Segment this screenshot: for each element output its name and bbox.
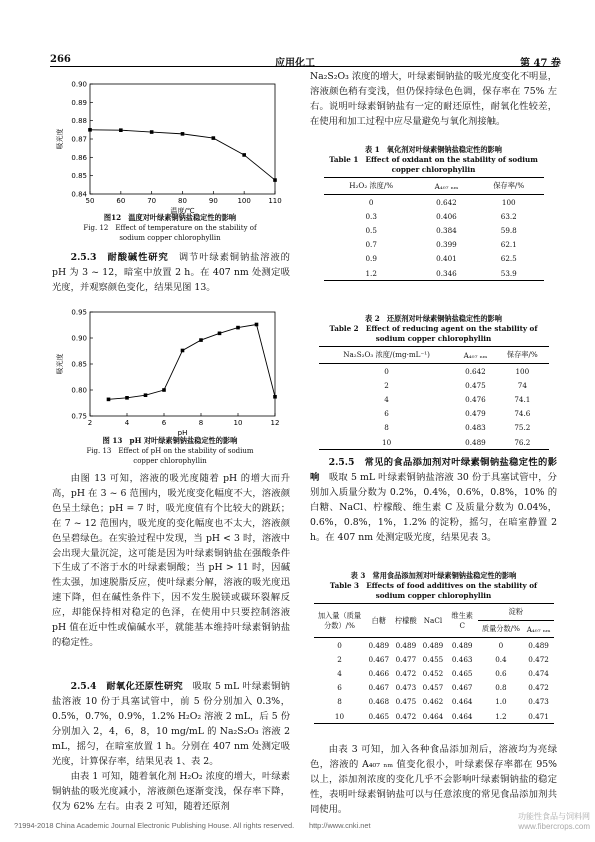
- table1-row: [324, 266, 544, 281]
- table2-cell: 10: [319, 435, 455, 450]
- table2-cell: 74.1: [514, 394, 531, 404]
- fig13-xtick-label: 4: [124, 419, 130, 427]
- table3-header-starch: 淀粉: [478, 604, 553, 621]
- table3-grid: [314, 603, 554, 724]
- table2-cell: 0.476: [465, 394, 486, 404]
- header-rule: [50, 66, 557, 67]
- fig12-xtick-label: 90: [208, 197, 218, 205]
- table3-analysis: 由表 3 可知，加入各种食品添加剂后，溶液均为亮绿色，溶液的 A₄₀₇ ₙₘ 值变化很小，叶绿素保存率都在 95% 以上，添加剂浓度的变化几乎不会影响叶绿素铜钠盐的稳定性，表明叶绿素铜钠盐可以与任意浓度的常见食品添加剂共同使用。: [310, 744, 557, 815]
- table3-row: [314, 652, 554, 666]
- table3-cell: 0.6: [495, 668, 507, 678]
- fig12-caption-en2: sodium copper chlorophyllin: [119, 234, 221, 242]
- table3-cell: 0.489: [395, 640, 417, 650]
- table1-cell: 0.7: [365, 240, 377, 250]
- table3-cell: 0.467: [368, 683, 390, 693]
- fig13-caption: [52, 436, 288, 466]
- table3-header-add: 加入量（质量分数）/%: [314, 604, 366, 638]
- fig12-xtick-label: 70: [147, 197, 157, 205]
- table3-title-en2: sodium copper chlorophyllin: [375, 591, 492, 600]
- table3-header-starch-a: A₄₀₇ ₙₘ: [524, 621, 554, 638]
- table1-header: H₂O₂ 浓度/%: [324, 178, 419, 195]
- table2-cell: 4: [384, 394, 389, 404]
- fig13-ytick-label: 0.80: [71, 386, 87, 395]
- fig12-ytick-label: 0.85: [71, 172, 87, 181]
- table3-row: [314, 681, 554, 695]
- table1: [310, 145, 557, 281]
- table1-cell: 63.2: [500, 211, 517, 221]
- section-255-body: 吸取 5 mL 叶绿素铜钠盐溶液 30 份于具塞试管中，分别加入质量分数为 0.2%，0.4%，0.6%，0.8%，10% 的白糖、NaCl、柠檬酸、维生素 C 及质量分数为 0.04%，0.6%，0.8%，1%，1.2% 的淀粉，摇匀，在暗室静置 2 h。在 407 nm 处测定吸光度，结果见表 3。: [310, 471, 557, 543]
- page-number: 266: [50, 54, 71, 65]
- fig13-xtick-label: 2: [87, 419, 93, 427]
- table3-cell: 0.471: [524, 709, 554, 724]
- fig12-data-point: [242, 153, 246, 157]
- fig13-series-line: [109, 324, 276, 399]
- fig12-caption-en1: Fig. 12 Effect of temperature on the stability of: [83, 224, 257, 232]
- table3-cell: 0: [337, 640, 342, 650]
- fig12-xtick-label: 50: [85, 197, 95, 205]
- fig13-ylabel: 吸光度: [56, 353, 64, 375]
- table1-cell: 0.406: [436, 211, 457, 221]
- table3-cell: 0.468: [368, 697, 390, 707]
- table1-title-en2: copper chlorophyllin: [391, 165, 476, 174]
- right-continuation: Na₂S₂O₃ 浓度的增大，叶绿素铜钠盐的吸光度变化不明显，溶液颜色稍有变浅，但仍保持绿色色调，保存率在 75% 左右。说明叶绿素铜钠盐有一定的耐还原性，耐氧化性较差，在使用和加工过程中应尽量避免与氧化剂接触。: [310, 71, 557, 127]
- table3-cell: 0.472: [392, 709, 420, 724]
- table2-cell: 8: [384, 423, 389, 433]
- table2-cell: 75.2: [514, 423, 531, 433]
- table1-cell: 0.5: [365, 225, 377, 235]
- journal-title: 应用化工: [275, 58, 315, 69]
- table3-cell: 0.467: [368, 654, 390, 664]
- fig12-xtick-label: 60: [116, 197, 126, 205]
- table3-row: [314, 709, 554, 724]
- table1-header: 保存率/%: [474, 178, 543, 195]
- table3-cell: 0.489: [451, 640, 473, 650]
- fig12-xtick-label: 100: [237, 197, 251, 205]
- fig12-ytick-label: 0.87: [71, 135, 87, 144]
- table1-cell: 62.5: [500, 254, 517, 264]
- fig13-data-point: [144, 393, 148, 397]
- table1-grid: [324, 177, 544, 281]
- table3-cell: 0.452: [422, 668, 444, 678]
- fig12-data-point: [88, 128, 92, 132]
- table3-title-cn: 表 3 常用食品添加剂对叶绿素铜钠盐稳定性的影响: [350, 571, 517, 580]
- fig13-data-point: [199, 338, 203, 342]
- table3-cell: 0.8: [495, 683, 507, 693]
- fig12-data-point: [181, 132, 185, 136]
- table3: [310, 571, 557, 724]
- fig13-ytick-label: 0.90: [71, 334, 87, 343]
- table1-row: [324, 209, 544, 223]
- fig12-data-point: [150, 130, 154, 134]
- copyright-footer: ?1994-2018 China Academic Journal Electronic Publishing House. All rights reserved. http://www.cnki.net: [14, 821, 371, 830]
- table3-cell: 0.472: [528, 654, 549, 664]
- table2-header: A₄₀₇ ₙₘ: [455, 347, 497, 364]
- table3-cell: 6: [337, 683, 342, 693]
- section-253-heading: 2.5.3 耐酸碱性研究: [70, 252, 169, 263]
- table2-title-en1: Table 2 Effect of reducing agent on the stability of: [329, 324, 538, 333]
- fig12-data-point: [119, 128, 123, 132]
- table3-cell: 0.474: [528, 668, 549, 678]
- fig12-ytick-label: 0.90: [71, 80, 87, 89]
- fig12-xtick-label: 80: [178, 197, 187, 205]
- fig12-chart: [50, 78, 290, 218]
- fig13-xtick-label: 8: [198, 419, 204, 427]
- table3-cell: 4: [337, 668, 342, 678]
- table1-row: [324, 223, 544, 237]
- table3-cell: 0.464: [451, 697, 473, 707]
- table2-cell: 0.642: [465, 366, 486, 376]
- table2-cell: 0.479: [465, 409, 486, 419]
- table3-cell: 0.472: [528, 683, 549, 693]
- table3-cell: 0.457: [422, 683, 444, 693]
- fig13-xtick-label: 12: [270, 419, 280, 427]
- table2-cell: 0.489: [455, 435, 497, 450]
- table1-cell: 59.8: [500, 225, 517, 235]
- table1-cell: 0.9: [365, 254, 377, 264]
- table2-row: [319, 364, 549, 379]
- table2-cell: 76.2: [496, 435, 548, 450]
- table3-cell: 0.463: [451, 654, 473, 664]
- table3-cell: 10: [314, 709, 366, 724]
- fig12-ylabel: 吸光度: [56, 128, 64, 150]
- table2-cell: 100: [515, 366, 530, 376]
- table1-header: A₄₀₇ ₙₘ: [419, 178, 474, 195]
- table3-cell: 0.466: [368, 668, 390, 678]
- volume: 第 47 卷: [520, 58, 561, 69]
- fig13-ytick-label: 0.95: [71, 308, 87, 317]
- table3-cell: 0.464: [446, 709, 478, 724]
- fig13-caption-en2: copper chlorophyllin: [133, 457, 207, 465]
- fig13-data-point: [218, 332, 222, 336]
- table1-cell: 1.2: [324, 266, 419, 281]
- table1-cell: 0.642: [436, 197, 457, 207]
- table3-cell: 0.472: [395, 668, 417, 678]
- section-253: [52, 251, 290, 296]
- fig13-data-point: [181, 349, 185, 353]
- table1-cell: 0.399: [436, 240, 457, 250]
- table1-title-en1: Table 1 Effect of oxidant on the stability of sodium: [329, 155, 538, 164]
- table3-header-vc: 维生素 C: [446, 604, 478, 638]
- table2-cell: 0.483: [465, 423, 486, 433]
- table2-header: 保存率/%: [496, 347, 548, 364]
- fig13-xtick-label: 10: [233, 419, 243, 427]
- table3-header-citric: 柠檬酸: [392, 604, 420, 638]
- fig13-data-point: [125, 396, 129, 400]
- table3-header-nacl: NaCl: [420, 604, 447, 638]
- table3-cell: 2: [337, 654, 342, 664]
- section-255: [310, 456, 557, 545]
- table3-cell: 0.489: [528, 640, 549, 650]
- section-254-heading: 2.5.4 耐氧化还原性研究: [70, 681, 183, 692]
- fig12-xtick-label: 110: [268, 197, 282, 205]
- table2-row: [319, 407, 549, 421]
- table2-cell: 6: [384, 409, 389, 419]
- fig12-ytick-label: 0.86: [71, 153, 87, 162]
- table3-cell: 0.477: [395, 654, 417, 664]
- table2-row: [319, 378, 549, 392]
- fig12-series-line: [90, 130, 275, 180]
- table3-row: [314, 695, 554, 709]
- table1-cell: 0.346: [419, 266, 474, 281]
- fig12-plot-frame: [90, 84, 275, 194]
- table3-cell: 0.475: [395, 697, 417, 707]
- table3-cell: 0.473: [528, 697, 549, 707]
- table1-title-cn: 表 1 氧化剂对叶绿素铜钠盐稳定性的影响: [365, 145, 502, 154]
- table2-row: [319, 435, 549, 450]
- table2-title-en2: sodium copper chlorophyllin: [375, 334, 492, 343]
- table3-title-en1: Table 3 Effects of food additives on the stability of: [329, 581, 538, 590]
- table2-grid: [319, 346, 549, 450]
- fig12-ytick-label: 0.88: [71, 117, 87, 126]
- watermark: 功能性食品与饲料网 www.fibercrops.com: [518, 812, 590, 831]
- table3-cell: 0.462: [422, 697, 444, 707]
- table2-row: [319, 421, 549, 435]
- table3-header-starch-pct: 质量分数/%: [478, 621, 523, 638]
- table1-cell: 0: [368, 197, 374, 207]
- fig13-ytick-label: 0.75: [71, 412, 87, 421]
- table3-cell: 0.4: [495, 654, 507, 664]
- table3-cell: 0.455: [422, 654, 444, 664]
- table3-cell: 0.464: [420, 709, 447, 724]
- fig13-xtick-label: 6: [161, 419, 167, 427]
- table3-header-sugar: 白糖: [366, 604, 393, 638]
- table1-analysis: 由表 1 可知，随着氧化剂 H₂O₂ 浓度的增大，叶绿素铜钠盐的吸光度减小，溶液颜色逐渐变浅，保存率下降，仅为 62% 左右。由表 2 可知，随着还原剂: [52, 771, 290, 812]
- table3-cell: 1.2: [478, 709, 523, 724]
- fig13-data-point: [255, 323, 259, 327]
- fig12-ytick-label: 0.84: [71, 190, 87, 199]
- table1-cell: 0.384: [436, 225, 457, 235]
- fig13-plot-frame: [90, 312, 275, 416]
- fig13-data-point: [273, 395, 277, 399]
- table1-cell: 0.401: [436, 254, 457, 264]
- table2-header: Na₂S₂O₃ 浓度/(mg·mL⁻¹): [319, 347, 455, 364]
- table2-cell: 74: [517, 380, 527, 390]
- table3-row: [314, 666, 554, 680]
- table2-row: [319, 392, 549, 406]
- fig12-caption-cn: 图12 温度对叶绿素铜钠盐稳定性的影响: [103, 213, 237, 222]
- table3-cell: 1.0: [495, 697, 507, 707]
- fig13-caption-en1: Fig. 13 Effect of pH on the stability of sodium: [86, 447, 254, 455]
- fig13-xlabel: pH: [177, 429, 188, 437]
- table1-cell: 53.9: [474, 266, 543, 281]
- fig13-chart: [50, 306, 290, 441]
- table2-title-cn: 表 2 还原剂对叶绿素铜钠盐稳定性的影响: [365, 314, 502, 323]
- fig12-caption: [52, 213, 288, 243]
- table1-row: [324, 238, 544, 252]
- table2: [310, 314, 557, 450]
- table2-cell: 74.6: [514, 409, 531, 419]
- table1-cell: 100: [501, 197, 516, 207]
- table3-cell: 0: [498, 640, 504, 650]
- section-253-body: 调节叶绿素铜钠盐溶液的 pH 为 3 ~ 12，暗室中放置 2 h。在 407 nm 处测定吸光度，并观察颜色变化，结果见图 13。: [52, 252, 290, 293]
- fig12-ytick-label: 0.89: [71, 98, 87, 107]
- table2-cell: 0: [384, 366, 389, 376]
- table2-cell: 0.475: [465, 380, 486, 390]
- fig13-data-point: [107, 398, 111, 402]
- table3-cell: 0.489: [368, 640, 390, 650]
- fig12-data-point: [273, 178, 277, 182]
- section-254: [52, 680, 290, 769]
- table3-cell: 0.473: [395, 683, 417, 693]
- fig13-data-point: [236, 326, 240, 330]
- table2-cell: 2: [384, 380, 389, 390]
- table1-cell: 0.3: [365, 211, 377, 221]
- fig13-ytick-label: 0.85: [71, 360, 87, 369]
- fig13-caption-cn: 图 13 pH 对叶绿素铜钠盐稳定性的影响: [102, 436, 238, 445]
- table3-cell: 0.465: [451, 668, 473, 678]
- table3-cell: 0.465: [366, 709, 393, 724]
- table1-cell: 62.1: [500, 240, 517, 250]
- table3-cell: 0.467: [451, 683, 473, 693]
- fig12-xlabel: 温度/℃: [170, 207, 195, 215]
- section-255-heading: 2.5.5 常见的食品添加剂对叶绿素铜钠盐稳定性的影响: [310, 457, 557, 483]
- fig12-data-point: [212, 136, 216, 140]
- section-254-body: 吸取 5 mL 叶绿素铜钠盐溶液 10 份于具塞试管中，前 5 份分别加入 0.3%，0.5%，0.7%，0.9%，1.2% H₂O₂ 溶液 2 mL，后 5 份分别加入 2，4，6，8，10 mg/mL 的 Na₂S₂O₃ 溶液 2 mL，摇匀，在暗室放置 1 h。分别在 407 nm 处测定吸光度，计算保存率，结果见表 1、表 2。: [52, 681, 290, 767]
- table3-cell: 0.489: [422, 640, 444, 650]
- table3-cell: 8: [337, 697, 342, 707]
- table1-row: [324, 252, 544, 266]
- fig13-data-point: [162, 388, 166, 392]
- section-253-analysis: 由图 13 可知，溶液的吸光度随着 pH 的增大而升高，pH 在 3 ~ 6 范围内，吸光度变化幅度不大，溶液颜色呈土绿色；pH = 7 时，吸光度值有个比较大的跳跃；在 7 ~ 12 范围内，吸光度的变化幅度也不太大，溶液颜色呈碧绿色。在实验过程中发现，当 pH < 3 时，溶液中会出现大量沉淀，这可能是因为叶绿素铜钠盐在强酸条件下生成了不溶于水的叶绿素铜酸；当 pH > 11 时，因碱性太强，加速脱脂反应，使叶绿素分解，溶液的吸光度迅速下降，但在碱性条件下，因不发生脱镁或碳环裂解反应，却能保持相对稳定的色泽，在使用中只要控制溶液 pH 值在近中性或偏碱水平，就能基本维持叶绿素铜钠盐的稳定性。: [52, 473, 290, 648]
- table1-row: [324, 195, 544, 210]
- table3-row: [314, 638, 554, 653]
